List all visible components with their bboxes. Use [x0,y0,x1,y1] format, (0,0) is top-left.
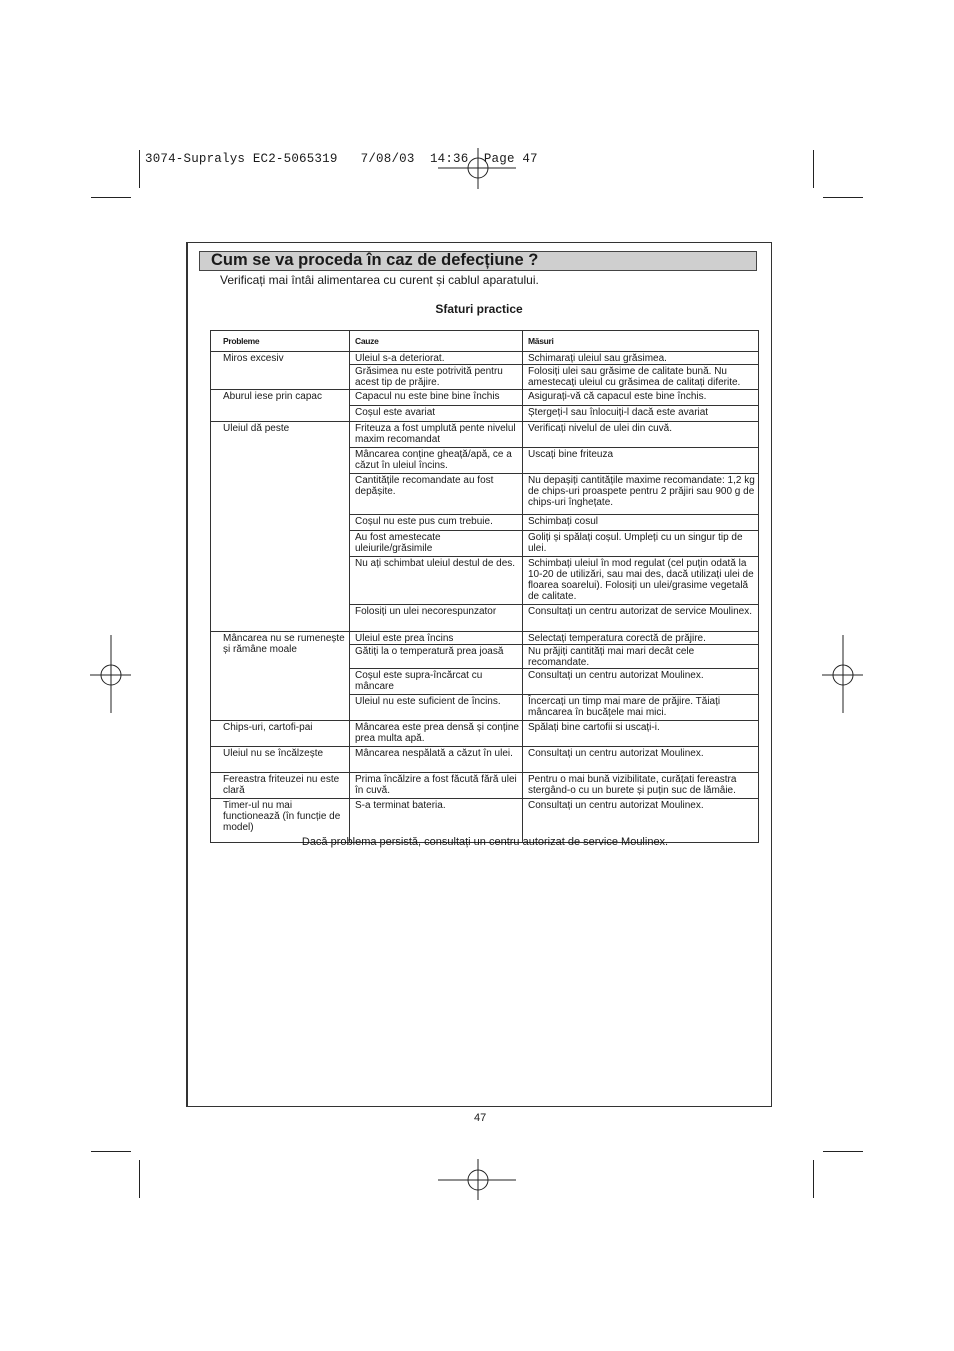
print-header: 3074-Supralys EC2-5065319 7/08/03 14:36 Page 47 [145,152,538,166]
cause-cell: Grăsimea nu este potrivită pentru acest tip de prăjire. [350,365,523,390]
registration-mark-left [90,635,132,715]
troubleshooting-table [210,330,759,843]
measure-cell: Asigurați-vă că capacul este bine închis. [523,390,759,406]
measure-cell: Ștergeți-l sau înlocuiți-l dacă este avariat [523,406,759,422]
measure-cell: Schimbați cosul [523,515,759,531]
measure-cell: Pentru o mai bună vizibilitate, curățati fereastra stergând-o cu un burete și puțin suc de lămâie. [523,773,759,799]
measure-cell: Folosiți ulei sau grăsime de calitate bună. Nu amestecați uleiul cu grăsimea de calitați diferite. [523,365,759,390]
crop-mark [823,1151,863,1152]
problem-cell: Timer-ul nu mai functionează (în funcție de model) [211,799,350,843]
table-row [211,352,759,365]
footer-note: Dacă problema persistă, consultați un centru autorizat de service Moulinex. [301,836,669,848]
measure-cell: Uscați bine friteuza [523,448,759,474]
problem-cell: Chips-uri, cartofi-pai [211,721,350,747]
crop-mark [91,197,131,198]
crop-mark [139,150,140,188]
crop-mark [823,197,863,198]
cause-cell: Mâncarea este prea densă și conține prea multa apă. [350,721,523,747]
cause-cell: Mâncarea conține gheață/apă, ce a căzut în uleiul încins. [350,448,523,474]
measure-cell: Nu depașiți cantitățile maxime recomandate: 1,2 kg de chips-uri proaspete pentru 2 prăjiri sau 900 g de chips-uri înghețate. [523,474,759,515]
intro-text: Verificați mai întâi alimentarea cu curent și cablul aparatului. [220,273,539,287]
table-row [211,390,759,406]
table-row [211,632,759,645]
problem-cell: Aburul iese prin capac [211,390,350,422]
cause-cell: Gătiți la o temperatură prea joasă [350,645,523,669]
cause-cell: Coșul este supra-încărcat cu mâncare [350,669,523,695]
problem-cell: Uleiul nu se încălzește [211,747,350,773]
section-subtitle: Sfaturi practice [435,302,523,316]
crop-mark [813,150,814,188]
cause-cell: Uleiul s-a deteriorat. [350,352,523,365]
measure-cell: Schimarați uleiul sau grăsimea. [523,352,759,365]
table-body [211,352,759,843]
cause-cell: Uleiul nu este suficient de încins. [350,695,523,721]
cause-cell: Cantitățile recomandate au fost depășite. [350,474,523,515]
measure-cell: Încercați un timp mai mare de prăjire. Tăiați mâncarea în bucățele mai mici. [523,695,759,721]
problem-cell: Uleiul dă peste [211,422,350,632]
cause-cell: Friteuza a fost umplută pente nivelul maxim recomandat [350,422,523,448]
measure-cell: Spălați bine cartofii si uscați-i. [523,721,759,747]
cause-cell: Uleiul este prea încins [350,632,523,645]
measure-cell: Goliți și spălați coșul. Umpleți cu un singur tip de ulei. [523,531,759,557]
cause-cell: Prima încălzire a fost făcută fără ulei în cuvă. [350,773,523,799]
problem-cell: Mâncarea nu se rumenește și rămâne moale [211,632,350,721]
cause-cell: Folosiți un ulei necorespunzator [350,605,523,632]
cause-cell: Coșul este avariat [350,406,523,422]
page-number: 47 [474,1112,487,1124]
measure-cell: Consultați un centru autorizat Moulinex. [523,747,759,773]
crop-mark [139,1160,140,1198]
crop-mark [813,1160,814,1198]
measure-cell: Consultați un centru autorizat Moulinex. [528,800,704,811]
title-bar [199,251,757,271]
cause-cell: Capacul nu este bine bine închis [350,390,523,406]
table-header-row [211,331,759,352]
problem-cell: Miros excesiv [211,352,350,390]
cause-cell: Au fost amestecate uleiurile/grăsimile [350,531,523,557]
measure-cell: Consultați un centru autorizat Moulinex. [523,669,759,695]
table-row [211,422,759,448]
measure-cell: Verificați nivelul de ulei din cuvă. [523,422,759,448]
header-cauze: Cauze [350,331,523,352]
registration-mark-right [822,635,864,715]
cause-cell: Nu ați schimbat uleiul destul de des. [350,557,523,605]
table-row [211,773,759,799]
cause-cell: Mâncarea nespălată a căzut în ulei. [350,747,523,773]
measure-cell: Selectați temperatura corectă de prăjire. [523,632,759,645]
table-row [211,721,759,747]
crop-mark [91,1151,131,1152]
page-title: Cum se va proceda în caz de defecțiune ? [211,251,539,269]
problem-cell: Fereastra friteuzei nu este clară [211,773,350,799]
table-row [211,747,759,773]
measure-cell: Nu prăjiți cantități mai mari decât cele recomandate. [523,645,759,669]
cause-cell: Coșul nu este pus cum trebuie. [350,515,523,531]
registration-mark-top [438,148,518,190]
measure-cell: Consultați un centru autorizat de service Moulinex. [523,605,759,632]
header-probleme: Probleme [211,331,350,352]
header-masuri: Măsuri [523,331,759,352]
cause-cell: S-a terminat bateria. [350,799,523,843]
registration-mark-bottom [438,1159,518,1201]
measure-cell: Schimbați uleiul în mod regulat (cel puțin odată la 10-20 de utilizări, sau mai des, dacă utilizați ulei de floarea soarelui). Folosiți un ulei/grasime vegetală de calitate. [523,557,759,605]
